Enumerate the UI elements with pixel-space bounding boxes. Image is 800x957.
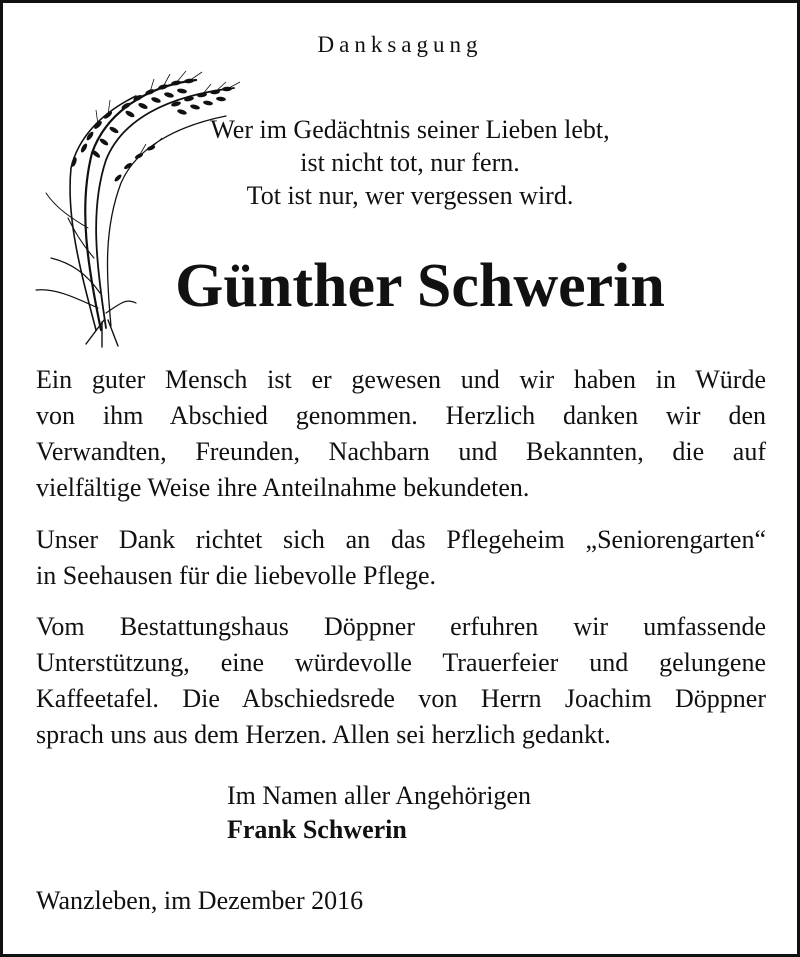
- paragraph-line: Vom Bestattungshaus Döppner erfuhren wir umfassende: [36, 612, 766, 641]
- deceased-name: Günther Schwerin: [175, 252, 665, 320]
- paragraph-line: vielfältige Weise ihre Anteilnahme bekundeten.: [36, 473, 530, 502]
- paragraph-line: von ihm Abschied genommen. Herzlich danken wir den: [36, 401, 766, 430]
- paragraph-line: Verwandten, Freunden, Nachbarn und Bekannten, die auf: [36, 437, 766, 466]
- paragraph-thanks: [36, 362, 766, 506]
- place-date: Wanzleben, im Dezember 2016: [36, 886, 364, 915]
- paragraph-line: Ein guter Mensch ist er gewesen und wir haben in Würde: [36, 365, 766, 394]
- paragraph-funeral-home: [36, 609, 766, 753]
- paragraph-line: Unterstützung, eine würdevolle Trauerfeier und gelungene: [36, 648, 766, 677]
- verse-line: Wer im Gedächtnis seiner Lieben lebt,: [210, 115, 610, 144]
- paragraph-line: Unser Dank richtet sich an das Pflegeheim „Seniorengarten“: [36, 525, 766, 554]
- signature-block: [227, 779, 531, 847]
- notice-heading: Danksagung: [317, 32, 483, 57]
- memorial-verse: [150, 113, 670, 212]
- verse-line: Tot ist nur, wer vergessen wird.: [246, 181, 574, 210]
- paragraph-line: sprach uns aus dem Herzen. Allen sei herzlich gedankt.: [36, 720, 611, 749]
- verse-line: ist nicht tot, nur fern.: [300, 148, 520, 177]
- paragraph-line: in Seehausen für die liebevolle Pflege.: [36, 561, 436, 590]
- signature-name: Frank Schwerin: [227, 815, 407, 844]
- signature-line: Im Namen aller Angehörigen: [227, 781, 531, 810]
- paragraph-care-home: [36, 522, 766, 594]
- paragraph-line: Kaffeetafel. Die Abschiedsrede von Herrn Joachim Döppner: [36, 684, 766, 713]
